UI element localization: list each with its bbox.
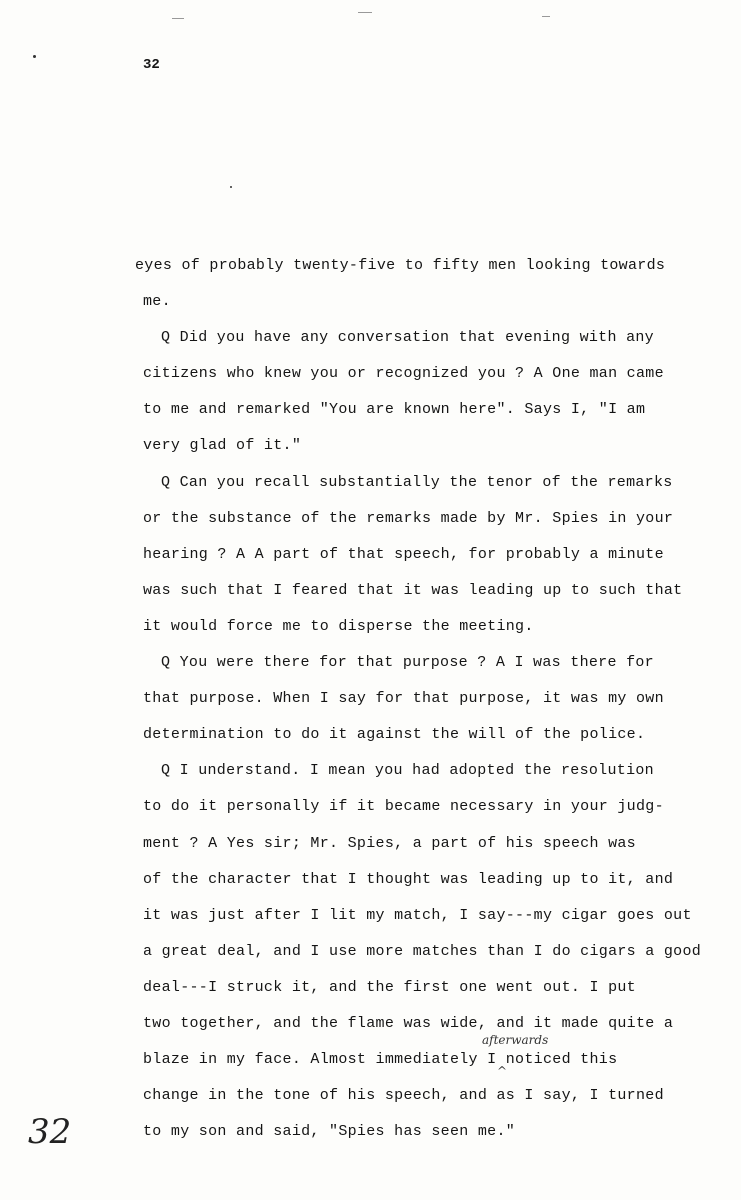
scan-mark-right bbox=[542, 16, 550, 17]
text-line: very glad of it." bbox=[143, 437, 302, 455]
scan-mark-center bbox=[358, 12, 372, 13]
handwritten-page-number: 32 bbox=[28, 1112, 72, 1152]
page-number: 32 bbox=[143, 57, 160, 73]
text-line: to do it personally if it became necessary in your judg- bbox=[143, 798, 664, 816]
handwritten-insertion: afterwards bbox=[482, 1033, 549, 1047]
stray-speck bbox=[230, 186, 232, 188]
text-line: it was just after I lit my match, I say---my cigar goes out bbox=[143, 906, 692, 924]
text-line: Q I understand. I mean you had adopted the resolution bbox=[161, 762, 654, 780]
text-line: hearing ? A A part of that speech, for probably a minute bbox=[143, 545, 664, 563]
text-line: a great deal, and I use more matches than I do cigars a good bbox=[143, 942, 702, 960]
text-line: Q Can you recall substantially the tenor of the remarks bbox=[161, 473, 673, 491]
text-line: ment ? A Yes sir; Mr. Spies, a part of his speech was bbox=[143, 834, 636, 852]
text-line: deal---I struck it, and the first one went out. I put bbox=[143, 978, 636, 996]
text-line: to my son and said, "Spies has seen me." bbox=[143, 1123, 516, 1141]
scan-mark-left bbox=[172, 18, 184, 19]
text-line: Q You were there for that purpose ? A I was there for bbox=[161, 654, 654, 672]
testimony-text bbox=[135, 256, 733, 1158]
text-line: two together, and the flame was wide, and it made quite a bbox=[143, 1014, 674, 1032]
text-line: Q Did you have any conversation that evening with any bbox=[161, 329, 654, 347]
text-line: that purpose. When I say for that purpose, it was my own bbox=[143, 690, 664, 708]
text-line: blaze in my face. Almost immediately I noticed this bbox=[143, 1051, 618, 1069]
text-line: was such that I feared that it was leading up to such that bbox=[143, 581, 683, 599]
text-line: me. bbox=[143, 293, 171, 311]
text-line: eyes of probably twenty-five to fifty men looking towards bbox=[135, 257, 666, 274]
text-line: determination to do it against the will of the police. bbox=[143, 726, 646, 744]
text-line: or the substance of the remarks made by Mr. Spies in your bbox=[143, 509, 674, 527]
text-line: of the character that I thought was leading up to it, and bbox=[143, 870, 674, 888]
punch-dot bbox=[33, 55, 36, 58]
text-line: citizens who knew you or recognized you ? A One man came bbox=[143, 365, 664, 383]
text-line: change in the tone of his speech, and as I say, I turned bbox=[143, 1087, 664, 1105]
insertion-caret-mark: ^ bbox=[497, 1064, 508, 1078]
text-line: to me and remarked "You are known here". Says I, "I am bbox=[143, 401, 646, 419]
text-line: it would force me to disperse the meeting. bbox=[143, 617, 534, 635]
